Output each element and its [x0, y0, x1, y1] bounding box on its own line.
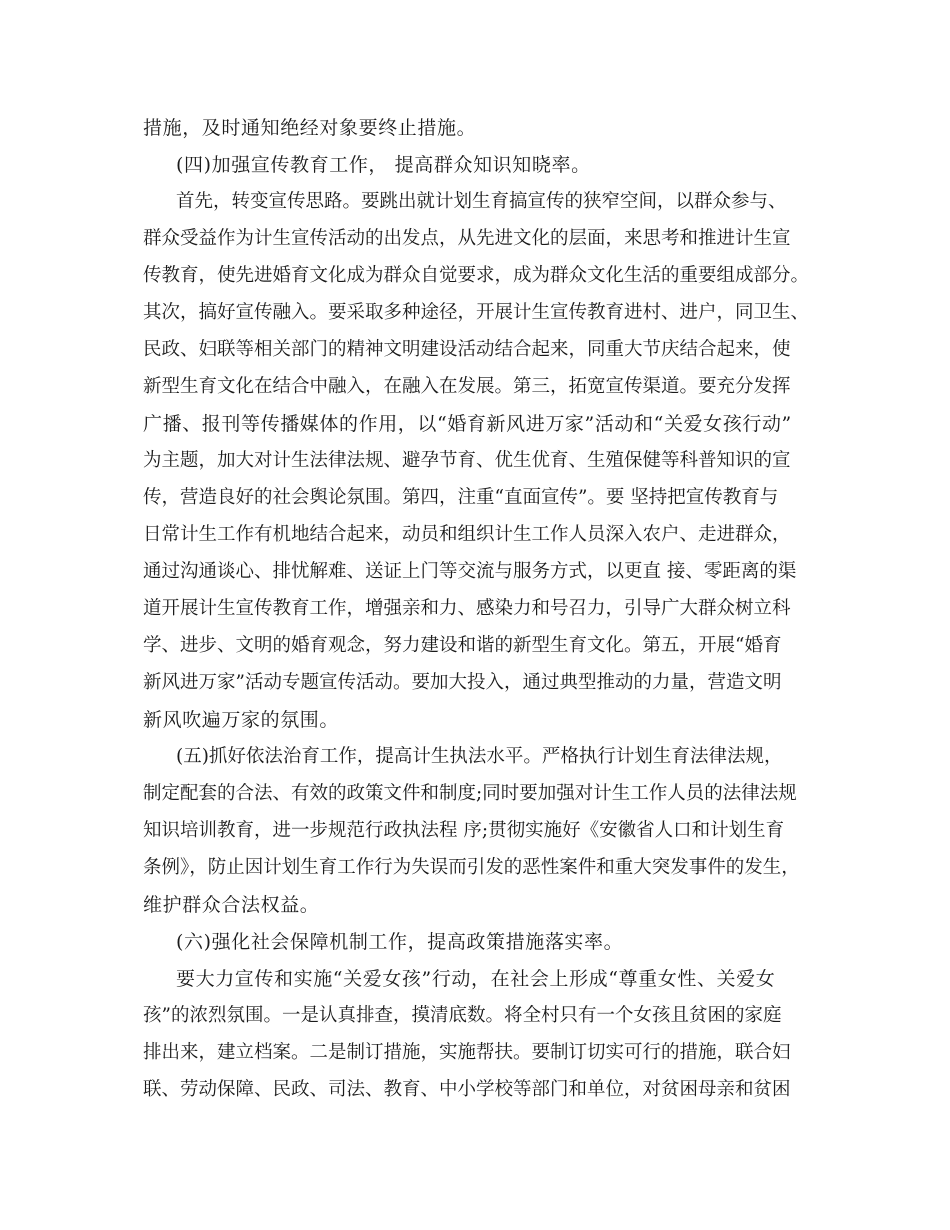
- text-line: 维护群众合法权益。: [143, 894, 320, 916]
- text-line: 其次，搞好宣传融入。要采取多种途径，开展计生宣传教育进村、进户，同卫生、: [143, 302, 810, 323]
- section-heading-5: (五)抓好依法治育工作，提高计生执法水平。严格执行计划生育法律法规，: [176, 746, 783, 767]
- text-line: 群众受益作为计生宣传活动的出发点，从先进文化的层面，来思考和推进计生宣: [143, 228, 791, 249]
- text-line: 为主题，加大对计生法律法规、避孕节育、优生优育、生殖保健等科普知识的宣: [143, 450, 791, 471]
- text-line: 知识培训教育，进一步规范行政执法程 序;贯彻实施好《安徽省人口和计划生育: [143, 820, 785, 841]
- text-line: 联、劳动保障、民政、司法、教育、中小学校等部门和单位，对贫困母亲和贫困: [143, 1079, 791, 1100]
- section-heading-4: (四)加强宣传教育工作， 提高群众知识知晓率。: [176, 154, 591, 176]
- text-line: 日常计生工作有机地结合起来，动员和组织计生工作人员深入农户、走进群众，: [143, 524, 791, 545]
- text-line: 传，营造良好的社会舆论氛围。第四，注重“直面宣传”。要 坚持把宣传教育与: [143, 487, 779, 508]
- text-line: 首先，转变宣传思路。要跳出就计划生育搞宣传的狭窄空间，以群众参与、: [176, 191, 787, 212]
- text-line: 学、进步、文明的婚育观念，努力建设和谐的新型生育文化。第五，开展“婚育: [143, 635, 782, 656]
- text-line: 排出来，建立档案。二是制订措施，实施帮扶。要制订切实可行的措施，联合妇: [143, 1042, 791, 1063]
- text-line: 要大力宣传和实施“关爱女孩”行动，在社会上形成“尊重女性、关爱女: [176, 968, 776, 990]
- text-line: 道开展计生宣传教育工作，增强亲和力、感染力和号召力，引导广大群众树立科: [143, 598, 791, 619]
- text-line: 制定配套的合法、有效的政策文件和制度;同时要加强对计生工作人员的法律法规: [143, 783, 797, 804]
- text-line: 条例》，防止因计划生育工作行为失误而引发的恶性案件和重大突发事件的发生，: [143, 857, 800, 878]
- text-line: 新风进万家”活动专题宣传活动。要加大投入，通过典型推动的力量，营造文明: [143, 672, 782, 693]
- text-line: 传教育，使先进婚育文化成为群众自觉要求，成为群众文化生活的重要组成部分。: [143, 265, 810, 286]
- text-line: 通过沟通谈心、排忧解难、送证上门等交流与服务方式，以更直 接、零距离的渠: [143, 561, 797, 582]
- text-line: 新风吹遍万家的氛围。: [143, 709, 340, 731]
- section-heading-6: (六)强化社会保障机制工作，提高政策措施落实率。: [176, 931, 624, 953]
- text-line: 新型生育文化在结合中融入，在融入在发展。第三，拓宽宣传渠道。要充分发挥: [143, 376, 791, 397]
- text-line: 广播、报刊等传播媒体的作用，以“婚育新风进万家”活动和“关爱女孩行动”: [143, 413, 792, 435]
- text-line: 民政、妇联等相关部门的精神文明建设活动结合起来，同重大节庆结合起来，使: [143, 339, 791, 360]
- text-line: 孩”的浓烈氛围。一是认真排查，摸清底数。将全村只有一个女孩且贫困的家庭: [143, 1005, 782, 1026]
- text-line: 措施，及时通知绝经对象要终止措施。: [143, 117, 477, 139]
